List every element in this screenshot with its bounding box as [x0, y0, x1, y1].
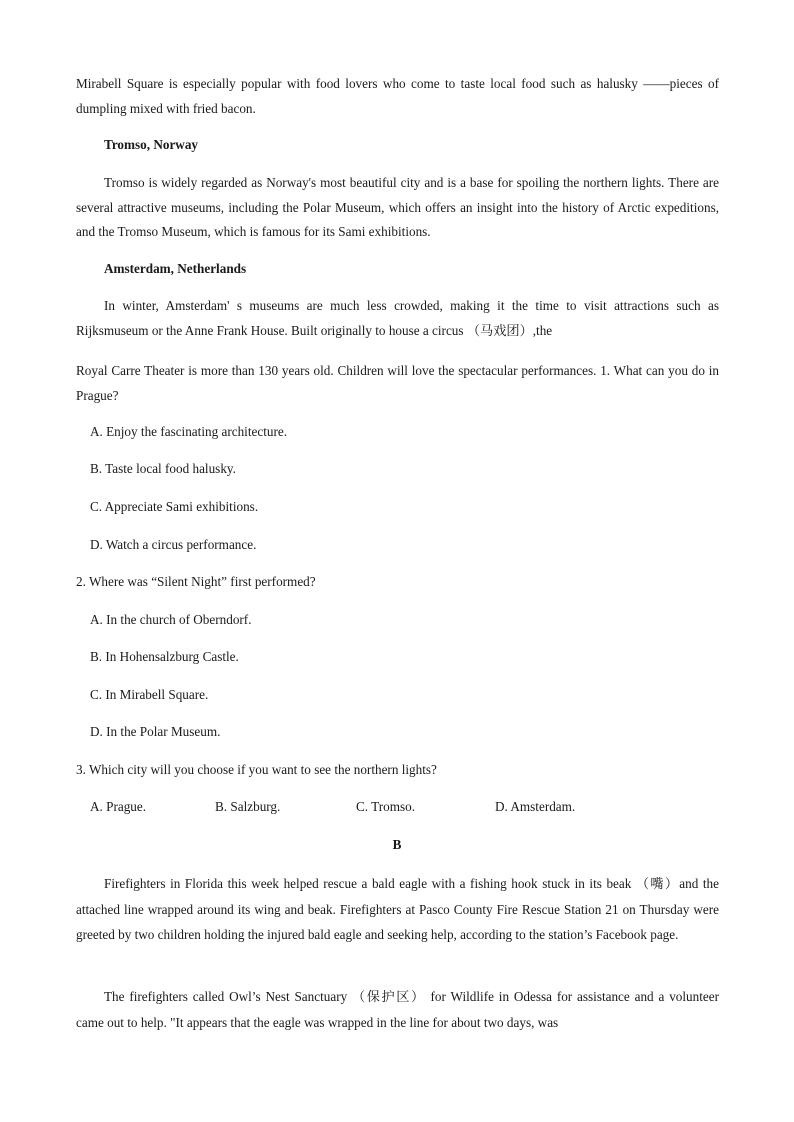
- q1-option-c: C. Appreciate Sami exhibitions.: [90, 499, 259, 514]
- q2-option-c: C. In Mirabell Square.: [90, 687, 209, 702]
- paragraph-firefighters: Firefighters in Florida this week helped rescue a bald eagle with a fishing hook stuck in its beak （嘴）and the attached line wrapped around its wing and beak. Firefighters at Pasco County Fire Rescue Station 21 on Thursday were greeted by two children holding the injured bald eagle and seeking help, according to the station’s Facebook page.: [76, 876, 719, 942]
- q1-option-d: D. Watch a circus performance.: [90, 537, 257, 552]
- paragraph-amsterdam: In winter, Amsterdam' s museums are much less crowded, making it the time to visit attractions such as Rijksmuseum or the Anne Frank House. Built originally to house a circus （马戏团）,the: [76, 298, 719, 338]
- q1-option-a: A. Enjoy the fascinating architecture.: [90, 424, 288, 439]
- section-b-title: B: [392, 837, 402, 852]
- question-3: 3. Which city will you choose if you want to see the northern lights?: [76, 762, 437, 777]
- q1-option-b: B. Taste local food halusky.: [90, 461, 236, 476]
- q3-option-a: A. Prague.: [90, 799, 147, 814]
- q3-option-b: B. Salzburg.: [215, 799, 281, 814]
- heading-tromso: Tromso, Norway: [104, 137, 199, 152]
- question-2: 2. Where was “Silent Night” first performed?: [76, 574, 316, 589]
- heading-amsterdam: Amsterdam, Netherlands: [104, 261, 247, 276]
- paragraph-tromso: Tromso is widely regarded as Norway's most beautiful city and is a base for spoiling the northern lights. There are several attractive museums, including the Polar Museum, which offers an insight into the history of Arctic expeditions, and the Tromso Museum, which is famous for its Sami exhibitions.: [76, 175, 719, 239]
- paragraph-royal-carre: Royal Carre Theater is more than 130 years old. Children will love the spectacular performances. 1. What can you do in Prague?: [76, 363, 719, 403]
- paragraph-mirabell: Mirabell Square is especially popular with food lovers who come to taste local food such as halusky ——pieces of dumpling mixed with fried bacon.: [76, 76, 719, 116]
- q2-option-d: D. In the Polar Museum.: [90, 724, 221, 739]
- q2-option-b: B. In Hohensalzburg Castle.: [90, 649, 239, 664]
- paragraph-sanctuary: The firefighters called Owl’s Nest Sanctuary （保护区） for Wildlife in Odessa for assistance and a volunteer came out to help. "It appears that the eagle was wrapped in the line for about two days, was: [76, 989, 719, 1030]
- q3-option-d: D. Amsterdam.: [495, 799, 576, 814]
- q3-option-c: C. Tromso.: [356, 799, 416, 814]
- q2-option-a: A. In the church of Oberndorf.: [90, 612, 252, 627]
